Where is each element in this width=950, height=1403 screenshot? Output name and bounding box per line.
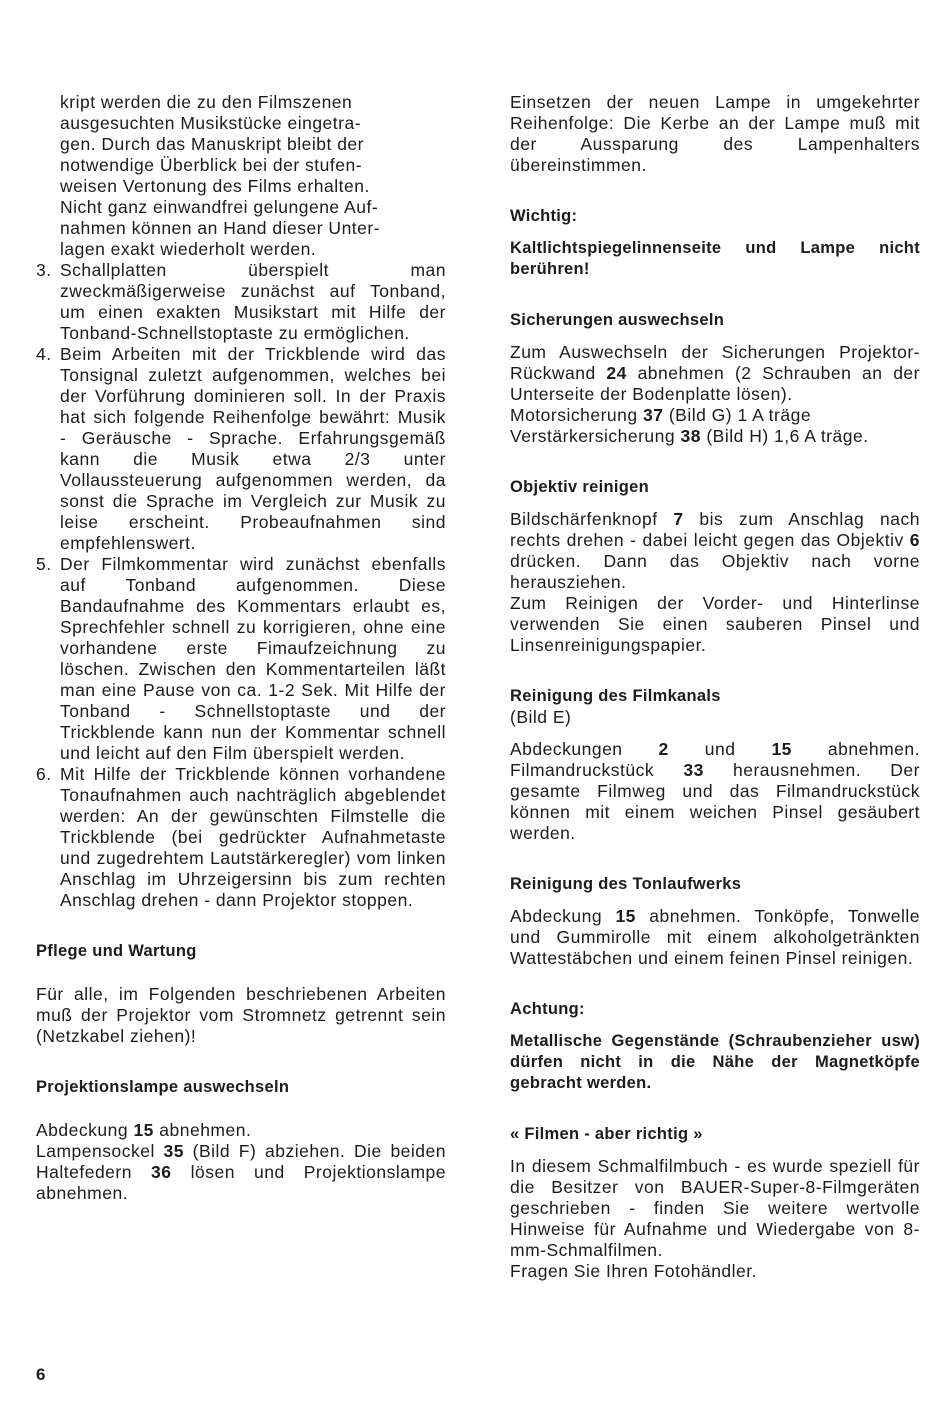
- section-heading-achtung: Achtung:: [510, 1000, 585, 1018]
- motorsicherung-line: Motorsicherung 37 (Bild G) 1 A träge: [510, 405, 812, 425]
- intro-line: notwendige Überblick bei der stufen-: [60, 155, 363, 175]
- filmen-text: In diesem Schmalfilmbuch - es wurde speziell für die Besitzer von BAUER-Super-8-Filmgeräten geschrieben - finden Sie weitere wertvolle Hinweise für Aufnahme und Wiedergabe von 8-mm-Schmalfilmen.: [510, 1156, 920, 1260]
- step-number: 6.: [36, 764, 52, 784]
- intro-line: gen. Durch das Manuskript bleibt der: [60, 134, 364, 154]
- filmkanal-subtitle: (Bild E): [510, 707, 572, 727]
- objektiv-text: Bildschärfenknopf 7 bis zum Anschlag nach rechts drehen - dabei leicht gegen das Objektiv 6 drücken. Dann das Objektiv nach vorne herausziehen.: [510, 509, 920, 592]
- step-text: Beim Arbeiten mit der Trickblende wird das Tonsignal zuletzt aufgenommen, welches bei der Vorführung dominieren soll. In der Praxis hat sich folgende Reihenfolge bewährt: Musik - Geräusche - Sprache. Erfahrungsgemäß kann die Musik etwa 2/3 unter Vollaussteuerung aufgenommen werden, da sonst die Sprache im Vergleich zur Musik zu leise erscheint. Probeaufnahmen sind empfehlenswert.: [60, 344, 446, 553]
- intro-line: ausgesuchten Musikstücke eingetra-: [60, 113, 362, 133]
- intro-line: kript werden die zu den Filmszenen: [60, 92, 353, 112]
- step-text: Mit Hilfe der Trickblende können vorhandene Tonaufnahmen auch nachträglich abgeblendet werden: An der gewünschten Filmstelle die Trickblende (bei gedrückter Aufnahmetaste und zugedrehtem Lautstärkeregler) vom linken Anschlag im Uhrzeigersinn bis zum rechten Anschlag drehen - dann Projektor stoppen.: [60, 764, 446, 910]
- intro-line: nahmen können an Hand dieser Unter-: [60, 218, 381, 238]
- filmen-fragen: Fragen Sie Ihren Fotohändler.: [510, 1261, 758, 1281]
- step-text: Schallplatten überspielt man zweckmäßigerweise zunächst auf Tonband, um einen exakten Musikstart mit Hilfe der Tonband-Schnellstoptaste zu ermöglichen.: [60, 260, 446, 343]
- section-heading-wichtig: Wichtig:: [510, 207, 578, 225]
- section-heading-filmkanal: Reinigung des Filmkanals: [510, 687, 721, 705]
- step-item: [36, 344, 446, 554]
- filmkanal-text: Abdeckungen 2 und 15 abnehmen. Filmandruckstück 33 herausnehmen. Der gesamte Filmweg und das Filmandruckstück können mit einem weichen Pinsel gesäubert werden.: [510, 739, 920, 843]
- step-number: 4.: [36, 344, 52, 364]
- intro-line: Nicht ganz einwandfrei gelungene Auf-: [60, 197, 379, 217]
- pflege-text: Für alle, im Folgenden beschriebenen Arbeiten muß der Projektor vom Stromnetz getrennt sein (Netzkabel ziehen)!: [36, 984, 446, 1046]
- section-heading-sicherungen: Sicherungen auswechseln: [510, 311, 725, 329]
- right-column: [510, 92, 920, 1282]
- step-item: [36, 260, 446, 344]
- intro-line: weisen Vertonung des Films erhalten.: [60, 176, 370, 196]
- tonlaufwerk-text: Abdeckung 15 abnehmen. Tonköpfe, Tonwelle und Gummirolle mit einem alkoholgetränkten Wattestäbchen und einem feinen Pinsel reinigen.: [510, 906, 920, 968]
- wichtig-text: Kaltlichtspiegelinnenseite und Lampe nicht berühren!: [510, 239, 920, 278]
- section-heading-lampe: Projektionslampe auswechseln: [36, 1078, 290, 1096]
- lampe-line-1: Abdeckung 15 abnehmen.: [36, 1120, 252, 1140]
- step-number: 5.: [36, 554, 52, 574]
- intro-paragraph: [36, 92, 446, 260]
- objektiv-text-2: Zum Reinigen der Vorder- und Hinterlinse verwenden Sie einen sauberen Pinsel und Linsenreinigungspapier.: [510, 593, 920, 655]
- section-heading-pflege: Pflege und Wartung: [36, 942, 197, 960]
- left-column: [36, 92, 446, 1204]
- section-heading-filmen: « Filmen - aber richtig »: [510, 1125, 703, 1143]
- step-item: [36, 554, 446, 764]
- lampe-continued: Einsetzen der neuen Lampe in umgekehrter Reihenfolge: Die Kerbe an der Lampe muß mit der Aussparung des Lampenhalters übereinstimmen.: [510, 92, 920, 175]
- achtung-text: Metallische Gegenstände (Schraubenzieher usw) dürfen nicht in die Nähe der Magnetköpfe gebracht werden.: [510, 1032, 920, 1092]
- step-text: Der Filmkommentar wird zunächst ebenfalls auf Tonband aufgenommen. Diese Bandaufnahme des Kommentars erlaubt es, Sprechfehler schnell zu korrigieren, ohne eine vorhandene erste Fimaufzeichnung zu löschen. Zwischen den Kommentarteilen läßt man eine Pause von ca. 1-2 Sek. Mit Hilfe der Tonband - Schnellstoptaste und der Trickblende kann nun der Kommentar schnell und leicht auf den Film überspielt werden.: [60, 554, 446, 763]
- verstaerkersicherung-line: Verstärkersicherung 38 (Bild H) 1,6 A träge.: [510, 426, 869, 446]
- step-item: [36, 764, 446, 911]
- sicherungen-text: Zum Auswechseln der Sicherungen Projektor-Rückwand 24 abnehmen (2 Schrauben an der Unterseite der Bodenplatte lösen).: [510, 342, 920, 404]
- page-number: 6: [36, 1365, 46, 1384]
- lampe-line-2: Lampensockel 35 (Bild F) abziehen. Die beiden Haltefedern 36 lösen und Projektionslampe abnehmen.: [36, 1141, 446, 1203]
- section-heading-tonlaufwerk: Reinigung des Tonlaufwerks: [510, 875, 742, 893]
- intro-line: lagen exakt wiederholt werden.: [60, 239, 317, 259]
- steps-list: [36, 260, 446, 911]
- section-heading-objektiv: Objektiv reinigen: [510, 478, 649, 496]
- step-number: 3.: [36, 260, 52, 280]
